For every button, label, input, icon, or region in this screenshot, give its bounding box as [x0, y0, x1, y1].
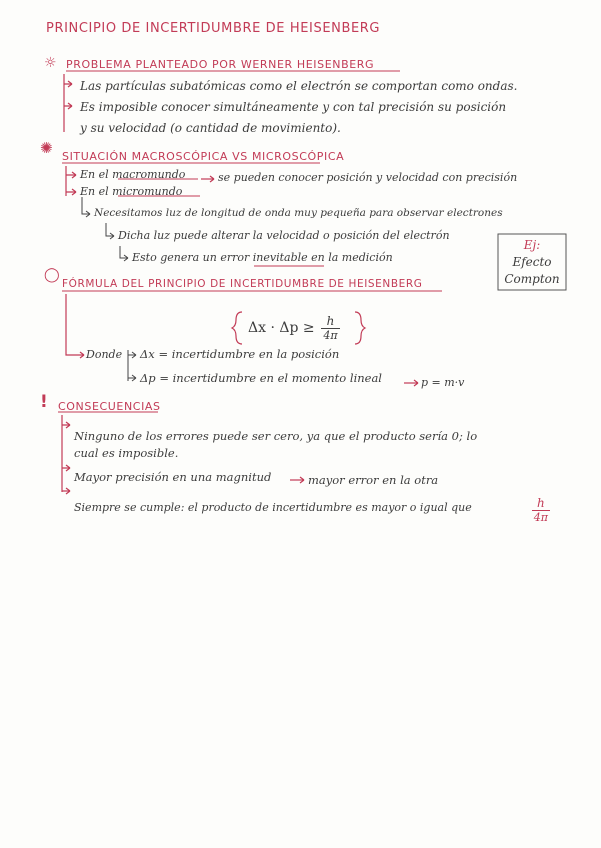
formula-fraction	[321, 314, 341, 342]
consequence-fraction	[532, 496, 550, 524]
bulb-icon: ☼	[44, 55, 57, 71]
micro-line-2: Dicha luz puede alterar la velocidad o posición del electrón	[118, 229, 450, 242]
donde-label: Donde	[86, 348, 123, 361]
example-line-1: Ej:	[523, 238, 541, 252]
at-icon: ◯	[44, 267, 60, 283]
macro-label: En el macromundo	[80, 168, 186, 181]
def-delta-p: Δp = incertidumbre en el momento lineal	[140, 371, 382, 385]
formula-denominator: 4π	[323, 329, 338, 342]
consequence-line-3: Mayor precisión en una magnitud	[74, 470, 272, 484]
section-heading-problem: PROBLEMA PLANTEADO POR WERNER HEISENBERG	[66, 58, 375, 71]
problem-line-2: Es imposible conocer simultáneamente y con tal precisión su posición	[80, 100, 507, 114]
micro-line-1: Necesitamos luz de longitud de onda muy pequeña para observar electrones	[94, 207, 503, 219]
example-line-2: Efecto	[512, 255, 552, 269]
problem-line-1: Las partículas subatómicas como el electrón se comportan como ondas.	[80, 79, 518, 93]
consequence-line-2: cual es imposible.	[74, 446, 179, 460]
example-line-3: Compton	[504, 272, 560, 286]
formula-numerator: h	[321, 314, 341, 329]
page-title: PRINCIPIO DE INCERTIDUMBRE DE HEISENBERG	[46, 21, 381, 36]
section-heading-situation: SITUACIÓN MACROSCÓPICA VS MICROSCÓPICA	[62, 150, 345, 163]
sun-icon: ✺	[40, 139, 53, 157]
momentum-formula: p = m·v	[421, 376, 465, 389]
micro-line-3: Esto genera un error inevitable en la medición	[132, 251, 393, 264]
formula	[248, 312, 340, 344]
section-heading-formula: FÓRMULA DEL PRINCIPIO DE INCERTIDUMBRE DE HEISENBERG	[62, 278, 423, 290]
example-box	[498, 236, 566, 286]
consequence-frac-num: h	[532, 496, 550, 511]
problem-line-3: y su velocidad (o cantidad de movimiento).	[80, 121, 341, 135]
macro-text: se pueden conocer posición y velocidad con precisión	[218, 171, 518, 184]
consequence-line-1: Ninguno de los errores puede ser cero, ya que el producto sería 0; lo	[74, 429, 478, 443]
exclamation-icon: !	[40, 392, 48, 412]
consequence-frac-den: 4π	[533, 511, 548, 524]
consequence-line-4: mayor error en la otra	[308, 473, 439, 487]
consequence-line-5: Siempre se cumple: el producto de incertidumbre es mayor o igual que	[74, 501, 472, 514]
def-delta-x: Δx = incertidumbre en la posición	[140, 347, 340, 361]
formula-lhs: Δx · Δp ≥	[248, 320, 315, 336]
section-heading-consequences: CONSECUENCIAS	[58, 400, 161, 413]
micro-label: En el micromundo	[80, 185, 183, 198]
